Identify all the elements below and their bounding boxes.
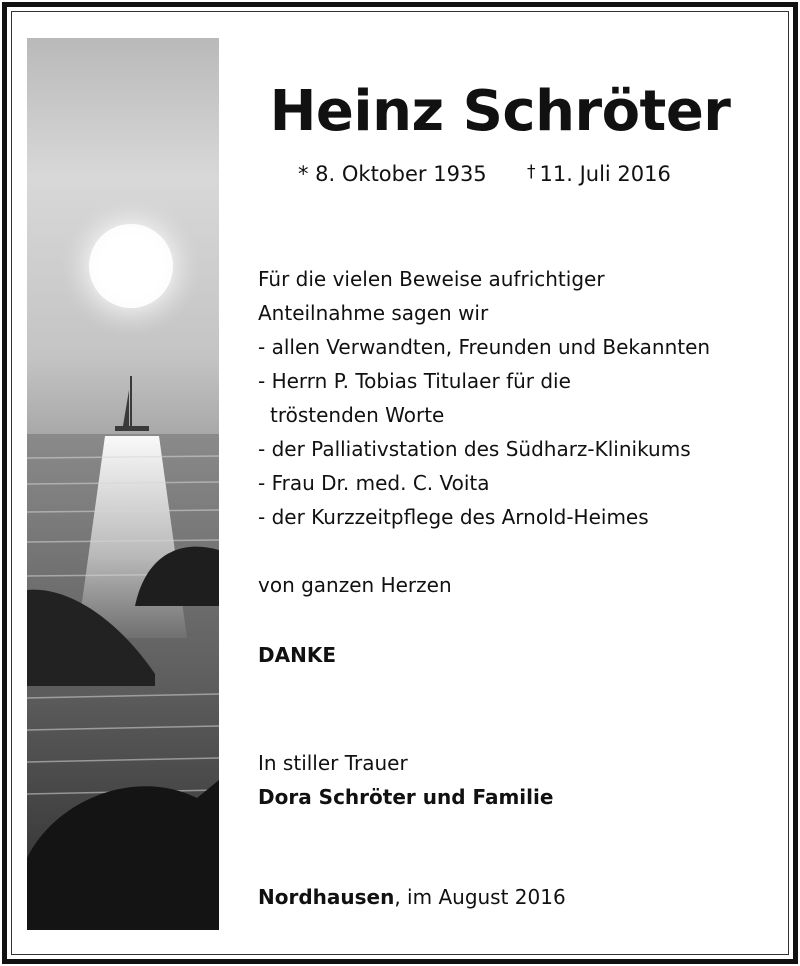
recipient-line: - allen Verwandten, Freunden und Bekannten: [258, 335, 711, 359]
recipient-line: tröstenden Worte: [270, 403, 445, 427]
intro-line: Für die vielen Beweise aufrichtiger: [258, 267, 605, 291]
recipient-line: - Frau Dr. med. C. Voita: [258, 471, 490, 495]
danke-heading: DANKE: [258, 643, 336, 667]
date-text: , im August 2016: [394, 885, 566, 909]
place-date: [258, 880, 788, 914]
cross-icon: †: [527, 162, 536, 182]
death-date-group: [527, 158, 671, 192]
deceased-name: Heinz Schröter: [269, 79, 731, 144]
place-name: Nordhausen: [258, 885, 395, 909]
mourners-intro: In stiller Trauer: [258, 751, 408, 775]
closing-line: von ganzen Herzen: [258, 573, 452, 597]
recipient-line: - der Palliativstation des Südharz-Klinikums: [258, 437, 691, 461]
mourners-names: Dora Schröter und Familie: [258, 785, 554, 809]
thanks-text: [258, 262, 788, 534]
birth-date: * 8. Oktober 1935: [298, 162, 487, 186]
intro-line: Anteilnahme sagen wir: [258, 301, 489, 325]
sunset-sea-photo: [27, 38, 219, 930]
recipient-line: - Herrn P. Tobias Titulaer für die: [258, 369, 571, 393]
recipient-line: - der Kurzzeitpflege des Arnold-Heimes: [258, 505, 649, 529]
death-date: 11. Juli 2016: [539, 162, 671, 186]
